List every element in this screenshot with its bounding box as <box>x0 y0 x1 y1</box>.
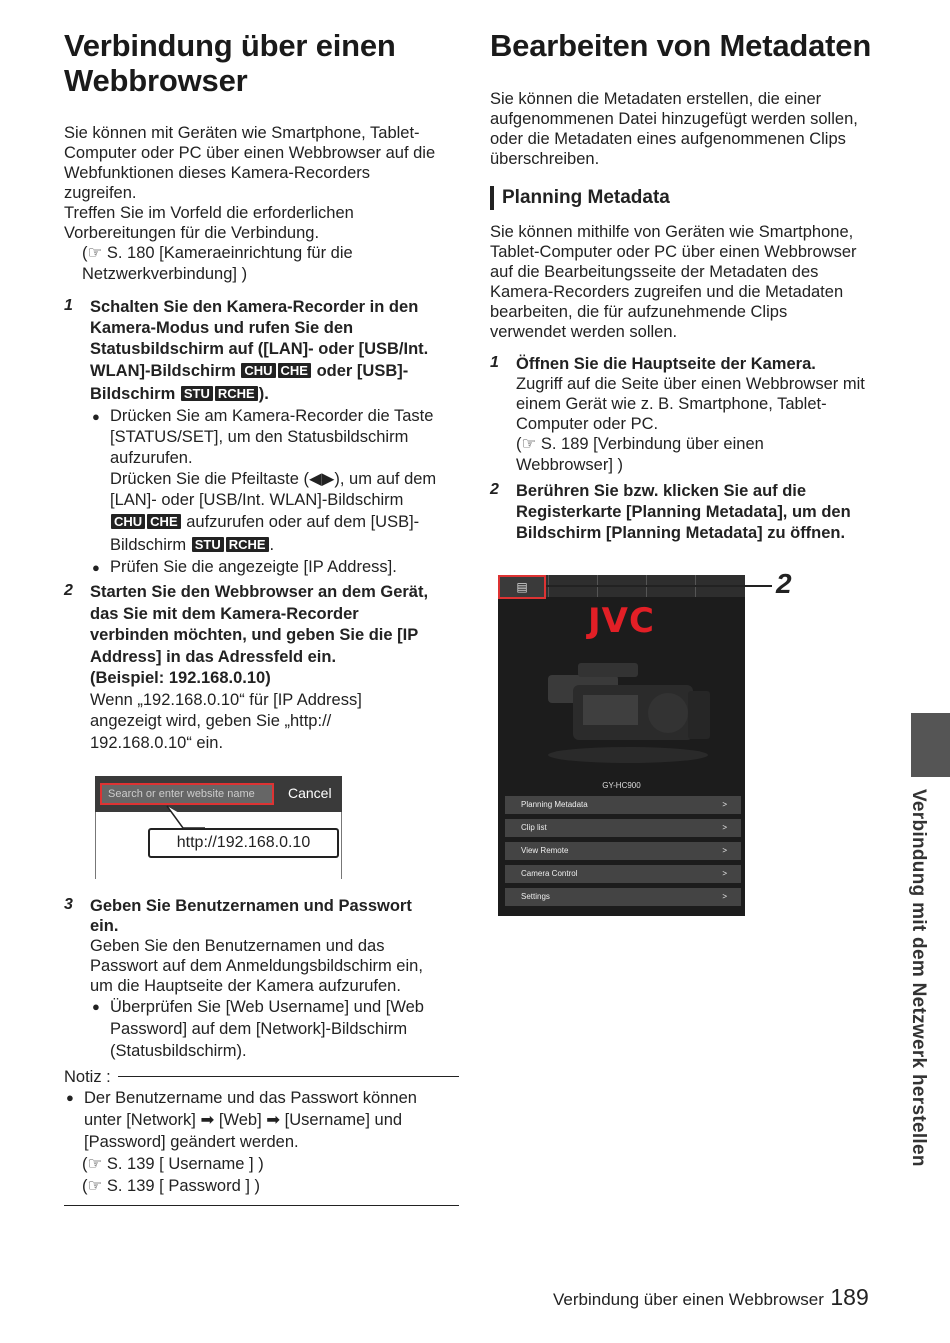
step2: Starten Sie den Webbrowser an dem Gerät, das Sie mit dem Kamera-Recorder verbinden möchten, und geben Sie die [IP Address] in das Adressfeld ein. (Beispiel: 192.168.0.10) Wenn „192.168.0.10“ für [IP Address] angezeigt wird, geben Sie „http:// 192.168.0.10“ ein. <box>90 583 429 752</box>
callout-number: 2 <box>776 568 792 599</box>
section-heading: Planning Metadata <box>490 186 670 210</box>
stu-badge: STU <box>181 386 213 401</box>
intro-reference[interactable]: (☞ S. 180 [Kameraeinrichtung für die Netzwerkverbindung] ) <box>82 244 353 283</box>
step3-number: 3 <box>64 896 73 913</box>
chu-badge: CHU <box>241 363 275 378</box>
tab-planning-metadata[interactable] <box>498 575 546 599</box>
note-ref-username[interactable]: (☞ S. 139 [ Username ] ) <box>82 1155 264 1173</box>
step1-number: 1 <box>64 297 73 314</box>
step3-bullet: ● Überprüfen Sie [Web Username] und [Web Password] auf dem [Network]-Bildschirm (Statusbildschirm). <box>90 996 470 1062</box>
step1-reference[interactable]: (☞ S. 189 [Verbindung über einen Webbrowser] ) <box>516 435 764 474</box>
menu-clip-list[interactable]: Clip list > <box>505 819 741 837</box>
footer <box>553 1284 893 1311</box>
note-ref-password[interactable]: (☞ S. 139 [ Password ] ) <box>82 1177 261 1195</box>
chapter-label: Verbindung mit dem Netzwerk herstellen <box>908 789 929 1167</box>
step1-bullet-2: ● Prüfen Sie die angezeigte [IP Address]. <box>90 557 470 578</box>
right-title: Bearbeiten von Metadaten <box>490 28 872 63</box>
che-badge: CHE <box>278 363 311 378</box>
callout-line <box>546 585 772 587</box>
menu-settings[interactable]: Settings > <box>505 888 741 906</box>
note: Notiz : ● Der Benutzername und das Passwort können unter [Network] ➡ [Web] ➡ [Username] und [Password] geändert werden. (☞ S. 139 [ Username ] ) (☞ S. 139 [ Password ] ) <box>64 1067 459 1206</box>
chapter-tab <box>911 713 950 777</box>
chu-badge: CHU <box>111 514 145 529</box>
right-step2: Berühren Sie bzw. klicken Sie auf die Registerkarte [Planning Metadata], um den Bildschirm [Planning Metadata] zu öffnen. <box>516 482 851 542</box>
menu-camera-control[interactable]: Camera Control > <box>505 865 741 883</box>
left-intro: Sie können mit Geräten wie Smartphone, Tablet- Computer oder PC über einen Webbrowser auf die Webfunktionen dieses Kamera-Recorders zugreifen. Treffen Sie im Vorfeld die erforderlichen Vorbereitungen für die Verbindung. (☞ S. 180 [Kameraeinrichtung für die Netzwerkverbindung] ) <box>64 123 464 285</box>
browser-illustration <box>95 776 342 879</box>
camera-web-screen <box>498 575 745 916</box>
right-step2-number: 2 <box>490 481 499 498</box>
cancel-button[interactable]: Cancel <box>288 785 332 801</box>
step2-number: 2 <box>64 582 73 599</box>
left-title: Verbindung über einen Webbrowser <box>64 28 396 98</box>
step3: Geben Sie Benutzernamen und Passwort ein. Geben Sie den Benutzernamen und das Passwort auf dem Anmeldungsbildschirm ein, um die Hauptseite der Kamera aufzurufen. ● Überprüfen Sie [Web Username] und [Web Password] auf dem [Network]-Bildschirm (Statusbildschirm). <box>90 896 470 1062</box>
step1-bullet-1: ● Drücken Sie am Kamera-Recorder die Taste [STATUS/SET], um den Statusbildschirm aufzurufen. Drücken Sie die Pfeiltaste (◀▶), um auf dem [LAN]- oder [USB/Int. WLAN]-Bildschirm CHU CHE aufzurufen oder auf dem [USB]- Bildschirm STU RCHE . <box>90 406 470 557</box>
section-text: Sie können mithilfe von Geräten wie Smartphone, Tablet-Computer oder PC über einen Webbrowser auf die Bearbeitungsseite der Metadaten des Kamera-Recorders zugreifen und die Metadaten bearbeiten, die für aufzunehmende Clips verwendet werden sollen. <box>490 223 857 341</box>
footer-text: Verbindung über einen Webbrowser <box>553 1290 824 1309</box>
right-step1-number: 1 <box>490 354 499 371</box>
model-label: GY-HC900 <box>602 781 641 790</box>
rche-badge: RCHE <box>215 386 258 401</box>
search-input[interactable]: Search or enter website name <box>100 783 274 805</box>
url-callout: http://192.168.0.10 <box>148 828 339 858</box>
rche-badge: RCHE <box>226 537 269 552</box>
right-intro: Sie können die Metadaten erstellen, die einer aufgenommenen Datei hinzugefügt werden sollen, oder die Metadaten eines aufgenommenen Clips überschreiben. <box>490 90 858 168</box>
page-number: 189 <box>830 1284 869 1310</box>
stu-badge: STU <box>192 537 224 552</box>
right-step1: Öffnen Sie die Hauptseite der Kamera. Zugriff auf die Seite über einen Webbrowser mit einem Gerät wie z. B. Smartphone, Tablet- Computer oder PC. (☞ S. 189 [Verbindung über einen Webbrowser] ) <box>516 354 896 476</box>
document-edit-icon: ▤ <box>516 580 528 594</box>
step1: Schalten Sie den Kamera-Recorder in den Kamera-Modus und rufen Sie den Statusbildschirm auf ([LAN]- oder [USB/Int. WLAN]-Bildschirm CHU CHE oder [USB]- Bildschirm STU RCHE ). ● Drücken Sie am Kamera-Recorder die Taste [STATUS/SET], um den Statusbildschirm aufzurufen. Drücken Sie die Pfeiltaste (◀▶), um auf dem [LAN]- oder [USB/Int. WLAN]-Bildschirm CHU CHE aufzurufen oder auf dem [USB]- Bildschirm STU RCHE . ● Prüfen Sie die angezeigte [IP Address]. <box>90 297 470 578</box>
menu-planning-metadata[interactable]: Planning Metadata > <box>505 796 741 814</box>
menu-view-remote[interactable]: View Remote > <box>505 842 741 860</box>
che-badge: CHE <box>147 514 180 529</box>
jvc-logo: JVC <box>588 601 655 641</box>
camcorder-image <box>518 655 728 765</box>
note-label: Notiz : <box>64 1068 111 1086</box>
